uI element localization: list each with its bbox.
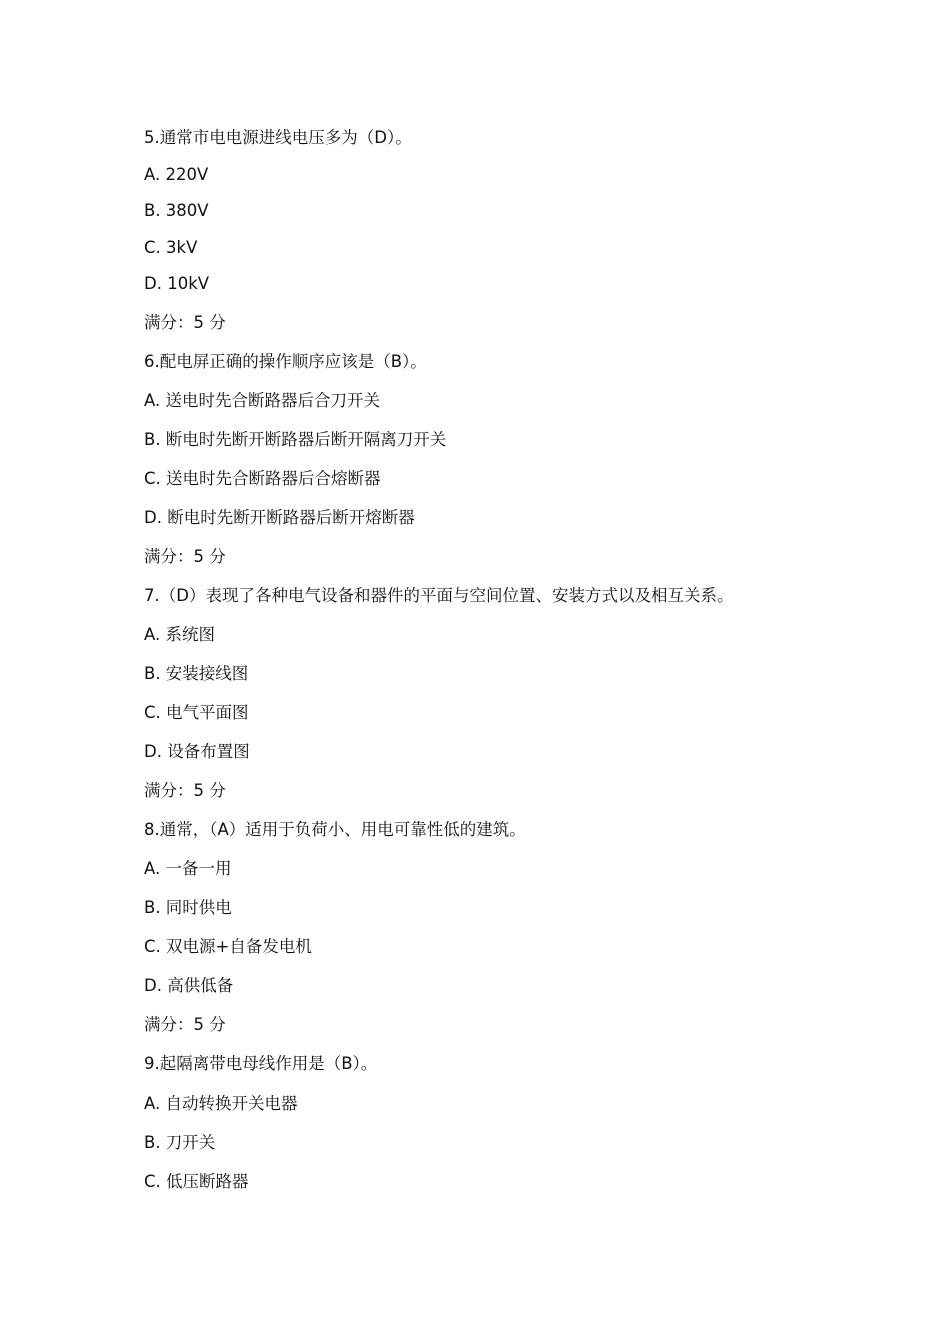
option-a: A. 系统图 — [144, 625, 215, 644]
score-text: 满分：5 分 — [144, 313, 226, 332]
option-b: B. 同时供电 — [144, 898, 232, 917]
option-b: B. 安装接线图 — [144, 664, 249, 683]
option-d: D. 设备布置图 — [144, 742, 250, 761]
option-a: A. 一备一用 — [144, 859, 232, 878]
question-stem: 9.起隔离带电母线作用是（B）。 — [144, 1054, 378, 1073]
option-a: A. 送电时先合断路器后合刀开关 — [144, 391, 380, 410]
option-b: B. 断电时先断开断路器后断开隔离刀开关 — [144, 430, 447, 449]
option-d: D. 断电时先断开断路器后断开熔断器 — [144, 508, 415, 527]
option-b: B. 刀开关 — [144, 1133, 216, 1152]
option-c: C. 双电源+自备发电机 — [144, 937, 312, 956]
score-text: 满分：5 分 — [144, 1015, 226, 1034]
question-stem: 5.通常市电电源进线电压多为（D）。 — [144, 128, 412, 147]
option-c: C. 电气平面图 — [144, 703, 249, 722]
option-a: A. 自动转换开关电器 — [144, 1094, 298, 1113]
option-c: C. 3kV — [144, 238, 198, 257]
option-b: B. 380V — [144, 201, 209, 220]
option-c: C. 低压断路器 — [144, 1172, 249, 1191]
score-text: 满分：5 分 — [144, 781, 226, 800]
option-a: A. 220V — [144, 165, 209, 184]
option-c: C. 送电时先合断路器后合熔断器 — [144, 469, 381, 488]
option-d: D. 高供低备 — [144, 976, 234, 995]
score-text: 满分：5 分 — [144, 547, 226, 566]
question-stem: 6.配电屏正确的操作顺序应该是（B）。 — [144, 352, 427, 371]
question-stem: 7.（D）表现了各种电气设备和器件的平面与空间位置、安装方式以及相互关系。 — [144, 586, 734, 605]
option-d: D. 10kV — [144, 274, 210, 293]
question-stem: 8.通常，（A）适用于负荷小、用电可靠性低的建筑。 — [144, 820, 526, 839]
